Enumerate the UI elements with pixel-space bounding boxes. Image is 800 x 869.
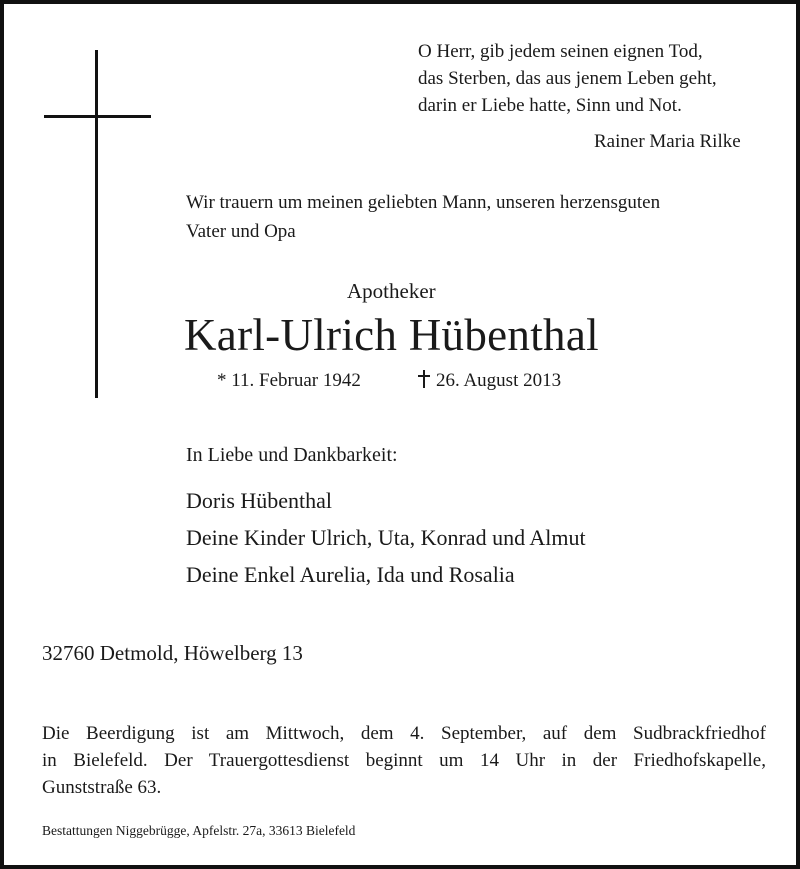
death-date-group — [418, 370, 561, 392]
survivor-line: Deine Enkel Aurelia, Ida und Rosalia — [186, 562, 515, 587]
deceased-name: Karl-Ulrich Hübenthal — [184, 310, 599, 360]
mourning-statement — [186, 188, 660, 246]
death-cross-icon — [418, 370, 430, 388]
death-date: 26. August 2013 — [436, 370, 562, 391]
funeral-line: Gunststraße 63. — [42, 777, 162, 798]
birth-date: * 11. Februar 1942 — [217, 370, 361, 391]
poem-line: das Sterben, das aus jenem Leben geht, — [418, 68, 717, 89]
survivor-line: Deine Kinder Ulrich, Uta, Konrad und Almut — [186, 525, 586, 550]
survivors-list — [186, 482, 586, 593]
funeral-line: Die Beerdigung ist am Mittwoch, dem 4. September, auf dem Sudbrackfriedhof — [42, 723, 766, 744]
family-address: 32760 Detmold, Höwelberg 13 — [42, 641, 303, 665]
cross-vertical-bar — [95, 50, 98, 398]
poem-line: darin er Liebe hatte, Sinn und Not. — [418, 95, 682, 116]
funeral-line: in Bielefeld. Der Trauergottesdienst beginnt um 14 Uhr in der Friedhofskapelle, — [42, 750, 766, 771]
survivors-intro: In Liebe und Dankbarkeit: — [186, 444, 398, 466]
mourning-line: Vater und Opa — [186, 221, 296, 242]
undertaker-info: Bestattungen Niggebrügge, Apfelstr. 27a, 33613 Bielefeld — [42, 823, 356, 838]
mourning-line: Wir trauern um meinen geliebten Mann, unseren herzensguten — [186, 192, 661, 213]
poem-author: Rainer Maria Rilke — [594, 131, 741, 152]
cross-horizontal-bar — [44, 115, 151, 118]
poem-line: O Herr, gib jedem seinen eignen Tod, — [418, 41, 703, 62]
survivor-line: Doris Hübenthal — [186, 488, 333, 513]
poem-quote — [418, 38, 717, 119]
deceased-profession: Apotheker — [347, 279, 436, 303]
funeral-info — [42, 720, 766, 801]
